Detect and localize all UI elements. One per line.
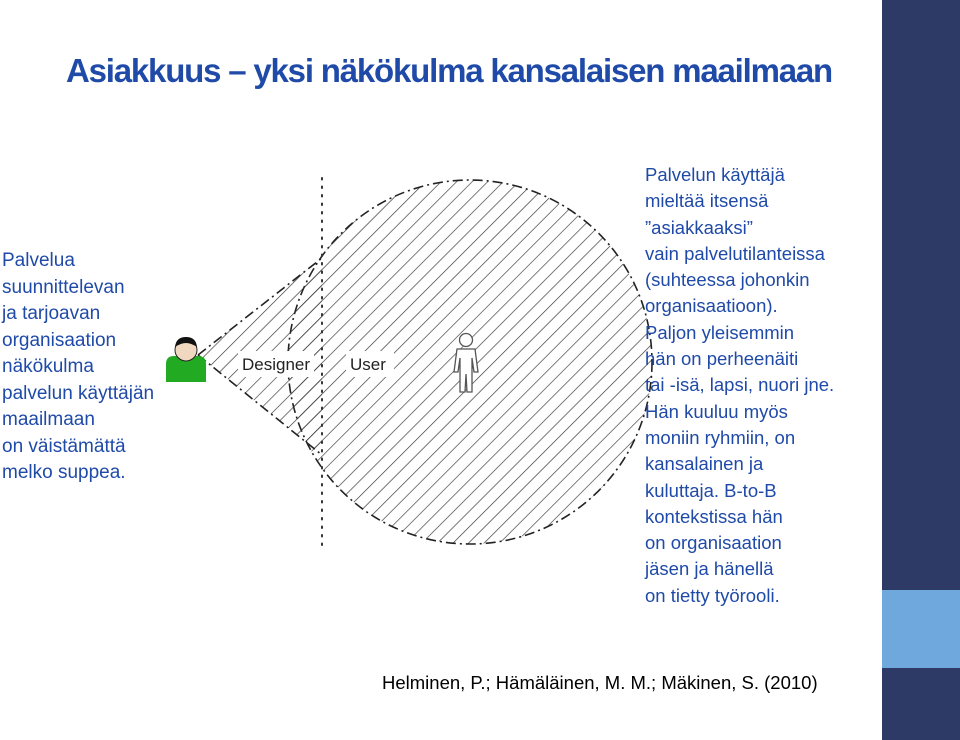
right-line: kansalainen ja — [645, 453, 764, 475]
right-line: on tietty työrooli. — [645, 584, 780, 606]
left-line: melko suppea. — [2, 462, 126, 483]
citation: Helminen, P.; Hämäläinen, M. M.; Mäkinen, S. (2010) — [382, 672, 818, 693]
right-line: moniin ryhmiin, on — [645, 426, 796, 448]
right-line: kuluttaja. B-to-B — [645, 479, 777, 501]
left-line: organisaation — [2, 329, 117, 351]
right-line: (suhteessa johonkin — [645, 269, 810, 291]
right-line: on organisaation — [645, 532, 782, 554]
decorative-sidebar — [882, 0, 960, 740]
right-line: vain palvelutilanteissa — [645, 242, 825, 264]
sidebar-dark-block — [882, 0, 960, 590]
left-line: suunnittelevan — [2, 276, 125, 298]
right-line: organisaatioon). — [645, 295, 778, 317]
right-line: ”asiakkaaksi” — [645, 216, 753, 238]
designer-label: Designer — [242, 355, 311, 374]
right-line: hän on perheenäiti — [645, 348, 799, 370]
right-line: mieltää itsensä — [645, 190, 769, 212]
person-green-icon — [166, 337, 206, 382]
right-line: Palvelun käyttäjä — [645, 164, 785, 185]
right-line: kontekstissa hän — [645, 505, 783, 527]
left-line: maailmaan — [2, 409, 95, 430]
right-line: Hän kuuluu myös — [645, 400, 788, 422]
right-paragraph — [645, 162, 834, 609]
sidebar-light-block — [882, 590, 960, 668]
right-line: Paljon yleisemmin — [645, 321, 795, 343]
left-line: ja tarjoavan — [2, 303, 101, 324]
left-line: näkökulma — [2, 356, 94, 377]
sidebar-bottom-block — [882, 668, 960, 740]
user-label: User — [350, 355, 386, 374]
slide-title: Asiakkuus – yksi näkökulma kansalaisen maailmaan — [66, 52, 833, 89]
left-line: palvelun käyttäjän — [2, 382, 155, 404]
left-line: on väistämättä — [2, 435, 126, 457]
left-line: Palvelua — [2, 250, 75, 271]
right-line: tai -isä, lapsi, nuori jne. — [645, 374, 835, 396]
right-line: jäsen ja hänellä — [645, 558, 774, 580]
